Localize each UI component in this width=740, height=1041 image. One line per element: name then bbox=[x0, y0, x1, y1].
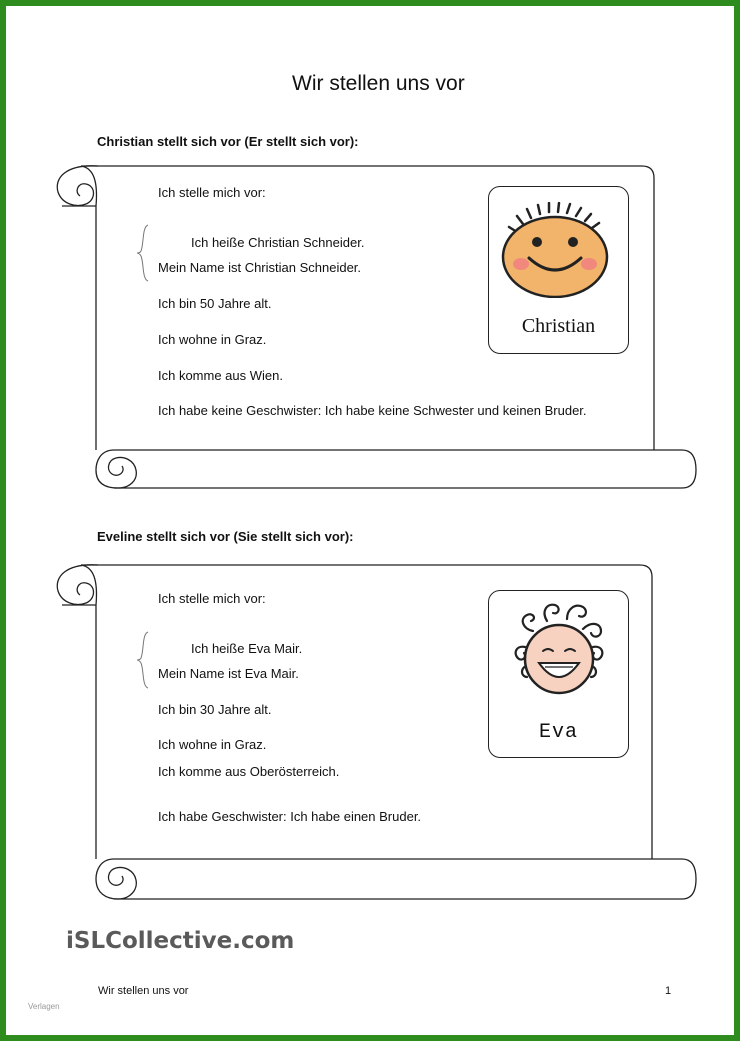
page-number: 1 bbox=[665, 985, 672, 997]
smiling-girl-face-icon bbox=[511, 601, 607, 701]
portrait-card-eva bbox=[488, 590, 629, 758]
siblings-line: Ich habe Geschwister: Ich habe einen Bruder. bbox=[158, 809, 422, 824]
name-line-1: Ich heiße Christian Schneider. bbox=[191, 235, 365, 250]
age-line: Ich bin 50 Jahre alt. bbox=[158, 296, 272, 311]
section-heading-eveline: Eveline stellt sich vor (Sie stellt sich vor): bbox=[97, 529, 354, 544]
card-name-label: Eva bbox=[538, 721, 578, 744]
watermark-logo: iSLCollective.com bbox=[66, 928, 295, 954]
page-title: Wir stellen uns vor bbox=[292, 72, 465, 95]
worksheet-page bbox=[6, 6, 734, 1035]
footer-small-label: Verlagen bbox=[28, 1002, 60, 1011]
name-line-2: Mein Name ist Eva Mair. bbox=[158, 666, 299, 681]
age-line: Ich bin 30 Jahre alt. bbox=[158, 702, 272, 717]
intro-text: Ich stelle mich vor: bbox=[158, 591, 266, 606]
origin-line: Ich komme aus Oberösterreich. bbox=[158, 764, 340, 779]
siblings-line: Ich habe keine Geschwister: Ich habe keine Schwester und keinen Bruder. bbox=[158, 403, 587, 418]
footer-title: Wir stellen uns vor bbox=[98, 985, 189, 997]
name-line-1: Ich heiße Eva Mair. bbox=[191, 641, 303, 656]
intro-text: Ich stelle mich vor: bbox=[158, 185, 266, 200]
section-heading-christian: Christian stellt sich vor (Er stellt sich vor): bbox=[97, 134, 359, 149]
origin-line: Ich komme aus Wien. bbox=[158, 368, 283, 383]
scroll-frame-eveline bbox=[6, 6, 734, 1035]
card-name-label: Christian bbox=[521, 315, 596, 337]
residence-line: Ich wohne in Graz. bbox=[158, 737, 267, 752]
residence-line: Ich wohne in Graz. bbox=[158, 332, 267, 347]
name-line-2: Mein Name ist Christian Schneider. bbox=[158, 260, 362, 275]
brace-icon bbox=[136, 631, 150, 689]
